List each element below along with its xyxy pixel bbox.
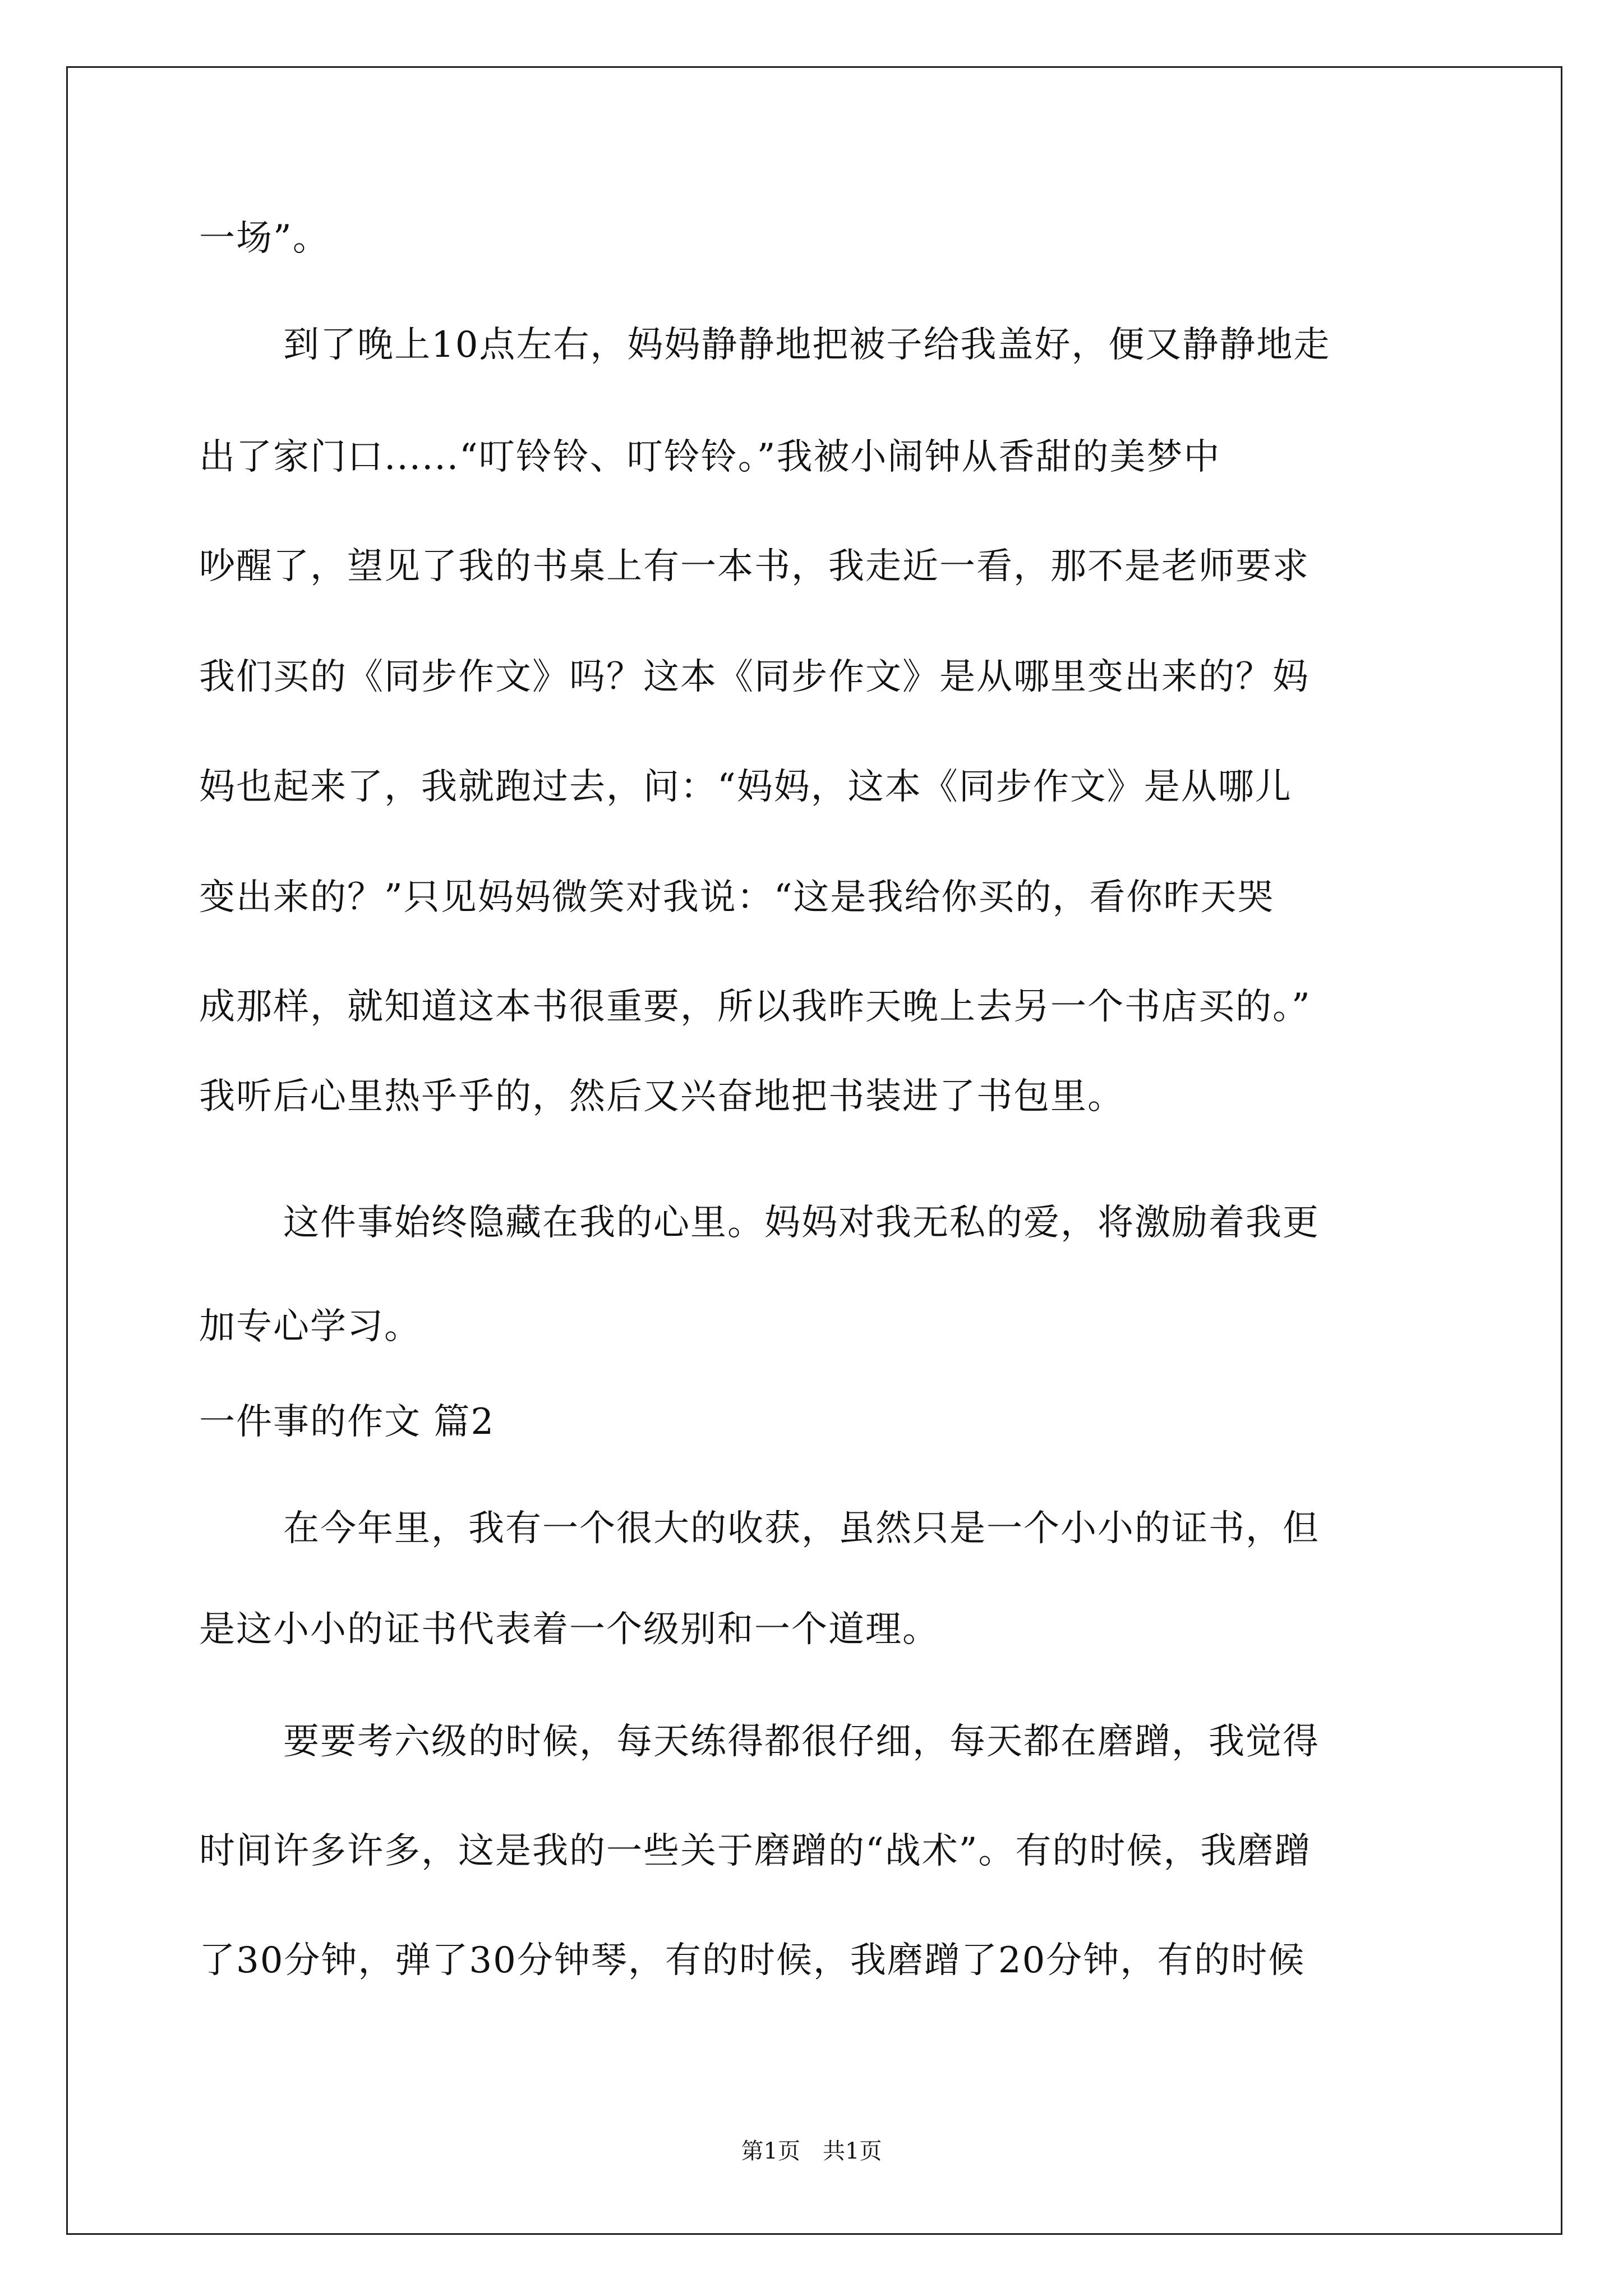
text-line: 妈也起来了，我就跑过去，问：“妈妈，这本《同步作文》是从哪儿 bbox=[199, 766, 1292, 808]
text-line: 加专心学习。 bbox=[199, 1306, 421, 1347]
text-line: 成那样，就知道这本书很重要，所以我昨天晚上去另一个书店买的。” bbox=[199, 986, 1311, 1028]
paragraph-line: 这件事始终隐藏在我的心里。妈妈对我无私的爱，将激励着我更 bbox=[283, 1202, 1320, 1244]
text-line: 出了家门口......“叮铃铃、叮铃铃。”我被小闹钟从香甜的美梦中 bbox=[199, 436, 1221, 478]
text-line: 时间许多许多，这是我的一些关于磨蹭的“战术”。有的时候，我磨蹭 bbox=[199, 1830, 1312, 1872]
text-line: 吵醒了，望见了我的书桌上有一本书，我走近一看，那不是老师要求 bbox=[199, 546, 1310, 587]
text-line: 了30分钟，弹了30分钟琴，有的时候，我磨蹭了20分钟，有的时候 bbox=[199, 1940, 1306, 1981]
page-border bbox=[66, 66, 1562, 2235]
text-line: 一场”。 bbox=[199, 218, 330, 259]
page-number-footer: 第1页 共1页 bbox=[741, 2138, 882, 2164]
paragraph-line: 在今年里，我有一个很大的收获，虽然只是一个小小的证书，但 bbox=[283, 1508, 1320, 1549]
paragraph-line: 要要考六级的时候，每天练得都很仔细，每天都在磨蹭，我觉得 bbox=[283, 1721, 1320, 1763]
text-line: 变出来的？”只见妈妈微笑对我说：“这是我给你买的，看你昨天哭 bbox=[199, 877, 1275, 918]
text-line: 我们买的《同步作文》吗？这本《同步作文》是从哪里变出来的？妈 bbox=[199, 656, 1310, 698]
text-line: 我听后心里热乎乎的，然后又兴奋地把书装进了书包里。 bbox=[199, 1076, 1124, 1117]
paragraph-line: 到了晚上10点左右，妈妈静静地把被子给我盖好，便又静静地走 bbox=[283, 324, 1331, 366]
section-heading: 一件事的作文 篇2 bbox=[199, 1401, 495, 1443]
text-line: 是这小小的证书代表着一个级别和一个道理。 bbox=[199, 1609, 939, 1650]
